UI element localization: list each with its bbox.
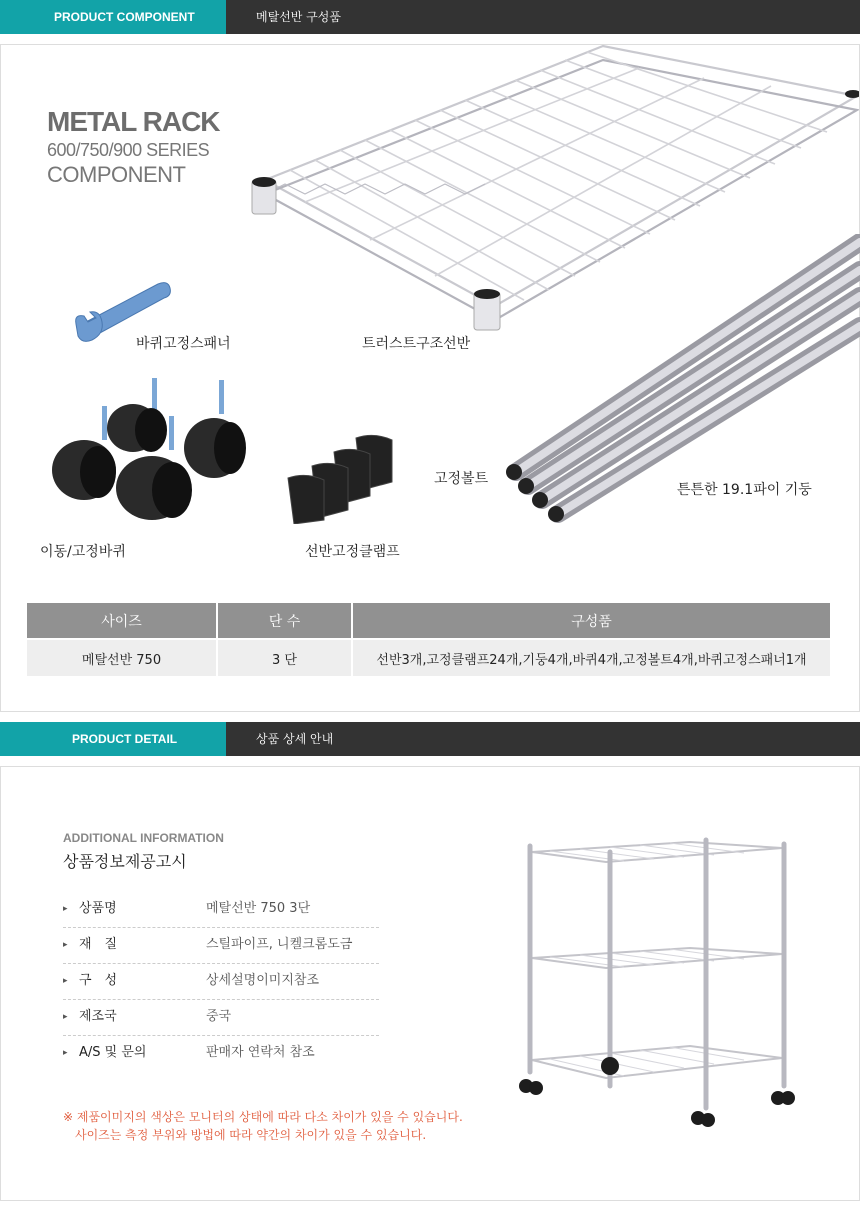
table-row [27, 640, 830, 676]
caption-bolt: 고정볼트 [434, 471, 489, 487]
info-label: 제조국 [79, 1009, 117, 1024]
section-tag-label: PRODUCT DETAIL [72, 732, 178, 746]
info-list [63, 892, 379, 1072]
list-item [63, 1036, 379, 1072]
list-item [63, 1000, 379, 1036]
section-header-detail [0, 722, 860, 756]
list-item [63, 964, 379, 1000]
section-header-component [0, 0, 860, 34]
notice [63, 1108, 463, 1144]
spec-cell-size: 메탈선반 750 [27, 640, 216, 676]
caption-pole: 튼튼한 19.1파이 기둥 [677, 482, 812, 498]
bullet-icon: ▸ [63, 976, 68, 986]
info-value: 상세설명이미지참조 [206, 973, 320, 988]
assembled-rack-image [510, 832, 800, 1136]
notice-line: ※ 제품이미지의 색상은 모니터의 상태에 따라 다소 차이가 있을 수 있습니다. [63, 1110, 463, 1124]
info-label: 상품명 [79, 901, 117, 916]
spec-header-size: 사이즈 [27, 603, 216, 638]
casters-image [48, 376, 248, 528]
rack-title-component: COMPONENT [47, 162, 186, 187]
bullet-icon: ▸ [63, 904, 68, 914]
bullet-icon: ▸ [63, 940, 68, 950]
bullet-icon: ▸ [63, 1048, 68, 1058]
info-label: A/S 및 문의 [79, 1045, 147, 1060]
caption-caster: 이동/고정바퀴 [40, 544, 126, 560]
clamps-image [284, 432, 400, 524]
list-item [63, 928, 379, 964]
caption-clamp: 선반고정클램프 [305, 544, 400, 560]
info-value: 판매자 연락처 참조 [206, 1045, 315, 1060]
info-value: 중국 [206, 1009, 232, 1024]
section-title: 상품 상세 안내 [256, 732, 334, 746]
additional-info-title: 상품정보제공고시 [63, 852, 187, 871]
spec-cell-components: 선반3개,고정클램프24개,기둥4개,바퀴4개,고정볼트4개,바퀴고정스패너1개 [353, 640, 830, 676]
section-tag [0, 722, 226, 756]
rack-title-block [47, 106, 220, 188]
additional-info-heading: ADDITIONAL INFORMATION [63, 831, 224, 845]
spec-header-tiers: 단 수 [218, 603, 351, 638]
rack-title-series: 600/750/900 SERIES [47, 140, 210, 160]
spec-table [25, 603, 832, 676]
caption-wrench: 바퀴고정스패너 [136, 336, 231, 352]
notice-line: 사이즈는 측정 부위와 방법에 따라 약간의 차이가 있을 수 있습니다. [75, 1128, 427, 1142]
caption-shelf: 트러스트구조선반 [362, 336, 471, 352]
spec-table-header [27, 603, 830, 638]
section-tag-label: PRODUCT COMPONENT [54, 10, 195, 24]
spec-header-components: 구성품 [353, 603, 830, 638]
info-label: 구 성 [79, 973, 118, 988]
rack-title-main: METAL RACK [47, 106, 220, 137]
spec-cell-tiers: 3 단 [218, 640, 351, 676]
list-item [63, 892, 379, 928]
bullet-icon: ▸ [63, 1012, 68, 1022]
info-value: 스틸파이프, 니켈크롬도금 [206, 937, 353, 952]
info-label: 재 질 [79, 937, 118, 952]
section-title: 메탈선반 구성품 [256, 10, 341, 24]
section-tag [0, 0, 226, 34]
info-value: 메탈선반 750 3단 [206, 901, 311, 916]
